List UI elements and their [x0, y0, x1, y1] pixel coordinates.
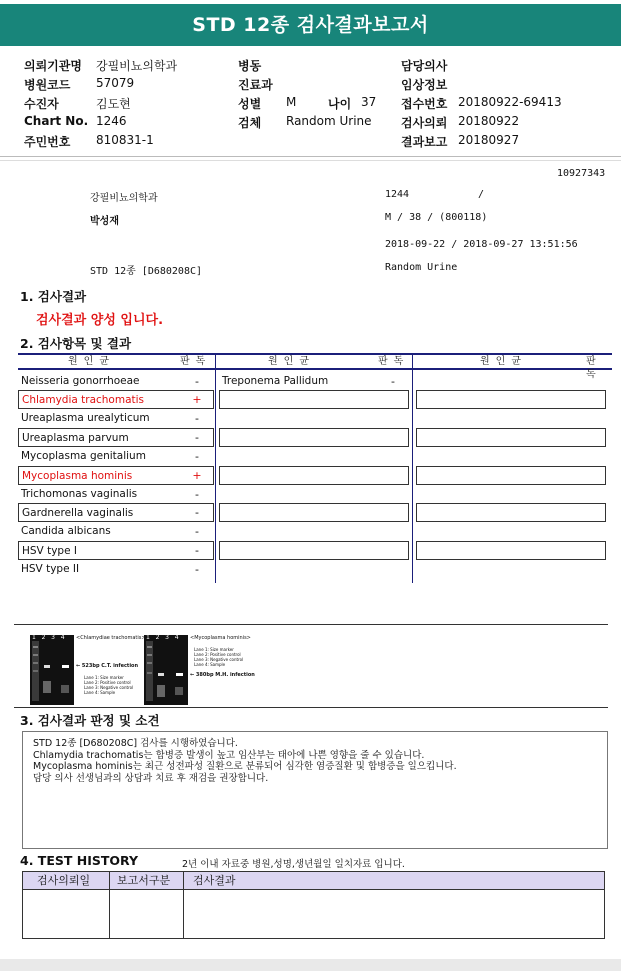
result-row: [18, 466, 214, 485]
receipt-no-label: 접수번호: [401, 97, 448, 111]
result-row: [18, 560, 214, 579]
mh-lane-legend: Lane 1: Size marker Lane 2: Positive control Lane 3: Negative control Lane 4: Sample: [194, 647, 244, 667]
sex-value: M: [286, 95, 297, 109]
requesting-org-value: 강필비뇨의학과: [96, 59, 178, 73]
resident-no-label: 주민번호: [24, 135, 71, 149]
header-col1-values: [96, 57, 177, 152]
history-table-header: [23, 872, 604, 890]
result-row: [18, 372, 214, 391]
positive-result-message: 검사결과 양성 입니다.: [36, 313, 164, 328]
empty-result-cell: [219, 428, 409, 447]
request-date-value: 20180922: [458, 114, 520, 128]
age-value: 37: [361, 95, 377, 109]
sex-label: 성별: [238, 97, 262, 111]
section4-title: 4. TEST HISTORY: [20, 853, 139, 868]
doc-number: 10927343: [557, 168, 606, 179]
col2-result-header: 판독: [378, 356, 410, 367]
empty-result-cell: [219, 390, 409, 409]
header-col3: [401, 57, 447, 152]
history-col-divider: [109, 872, 110, 938]
specimen-value: Random Urine: [286, 114, 372, 128]
examinee-label: 수진자: [24, 97, 59, 111]
header-col2: [238, 57, 398, 133]
mh-gel-title: <Mycoplasma hominis>: [190, 635, 251, 641]
organism-name: Chlamydia trachomatis: [22, 394, 145, 406]
col1-result-header: 판독: [180, 356, 212, 367]
organism-name: Ureaplasma urealyticum: [21, 412, 150, 424]
organism-name: Trichomonas vaginalis: [21, 488, 138, 500]
organism-name: Mycoplasma genitalium: [21, 450, 146, 462]
report-code: 1244: [385, 189, 410, 200]
report-date-value: 20180927: [458, 133, 520, 147]
result-row: [18, 522, 214, 541]
chart-no-value: 1246: [96, 114, 127, 128]
section1-title: 1. 검사결과: [20, 289, 87, 304]
history-col-request-date: 검사의뢰일: [37, 874, 91, 887]
empty-result-cell: [416, 503, 606, 522]
empty-result-cell: [416, 541, 606, 560]
hospital-code-value: 57079: [96, 76, 135, 90]
hospital-code-label: 병원코드: [24, 78, 71, 92]
header-col1: [24, 57, 88, 152]
organism-name: Mycoplasma hominis: [22, 470, 133, 482]
result-mark: +: [192, 393, 202, 406]
col3-result-header: 판독: [586, 356, 602, 380]
footer-strip: [0, 959, 621, 971]
report-title: STD 12종 검사결과보고서: [0, 4, 621, 46]
organism-name: Neisseria gonorrhoeae: [21, 375, 140, 387]
result-mark: -: [391, 375, 395, 388]
ct-lane-legend: Lane 1: Size marker Lane 2: Positive control Lane 3: Negative control Lane 4: Sample: [84, 675, 134, 695]
mh-lane-labels: 1 2 3 4: [146, 634, 179, 641]
header-divider-secondary: [0, 160, 621, 161]
result-mark: -: [195, 431, 199, 444]
result-row: [18, 447, 214, 466]
report-date-label: 결과보고: [401, 135, 448, 149]
ward-label: 병동: [238, 59, 262, 73]
result-row: [219, 372, 409, 391]
test-history-table: [22, 871, 605, 939]
result-row: [18, 541, 214, 560]
section2-title: 2. 검사항목 및 결과: [20, 336, 132, 351]
result-mark: -: [195, 375, 199, 388]
col1-organism-header: 원인균: [68, 356, 115, 367]
specimen-label: 검체: [238, 116, 262, 130]
history-col-report-type: 보고서구분: [117, 874, 171, 887]
column-divider-1: [215, 353, 216, 583]
age-label: 나이: [328, 97, 352, 111]
section3-title: 3. 검사결과 판정 및 소견: [20, 713, 160, 728]
result-mark: -: [195, 563, 199, 576]
receipt-no-value: 20180922-69413: [458, 95, 562, 109]
report-sex-age: M / 38 / (800118): [385, 212, 488, 223]
col3-organism-header: 원인균: [480, 356, 527, 367]
result-row: [18, 390, 214, 409]
empty-result-cell: [219, 466, 409, 485]
organism-name: HSV type I: [22, 545, 77, 557]
report-hospital: 강필비뇨의학과: [90, 193, 158, 204]
header-col3-values: [458, 57, 562, 152]
result-mark: -: [195, 450, 199, 463]
column-divider-2: [412, 353, 413, 583]
report-specimen: Random Urine: [385, 262, 458, 273]
result-mark: -: [195, 544, 199, 557]
organism-name: Candida albicans: [21, 525, 111, 537]
result-mark: -: [195, 506, 199, 519]
clinical-info-value: [458, 76, 562, 95]
history-col-divider: [183, 872, 184, 938]
opinion-line: Chlamydia trachomatis는 합병증 발생이 높고 임산부는 태아에 나쁜 영향을 줄 수 있습니다.: [33, 749, 425, 761]
report-date-range: 2018-09-22 / 2018-09-27 13:51:56: [385, 239, 578, 250]
opinion-line: 담당 의사 선생님과의 상담과 치료 후 재검을 권장합니다.: [33, 772, 269, 784]
organism-name: Treponema Pallidum: [222, 375, 329, 387]
result-row: [18, 428, 214, 447]
dept-label: 진료과: [238, 78, 273, 92]
requesting-org-label: 의뢰기관명: [24, 59, 82, 73]
doctor-label: 담당의사: [401, 59, 448, 73]
gel-electrophoresis-panel: [14, 624, 608, 708]
result-mark: +: [192, 469, 202, 482]
empty-result-cell: [219, 541, 409, 560]
request-date-label: 검사의뢰: [401, 116, 448, 130]
opinion-text-box: [22, 731, 608, 849]
empty-result-cell: [416, 466, 606, 485]
ct-band-label: ← 523bp C.T. infection: [76, 663, 139, 669]
col2-organism-header: 원인균: [268, 356, 315, 367]
empty-result-cell: [416, 390, 606, 409]
organism-name: HSV type II: [21, 563, 80, 575]
result-mark: -: [195, 525, 199, 538]
empty-result-cell: [416, 428, 606, 447]
history-col-result: 검사결과: [193, 874, 236, 887]
report-test-code: STD 12종 [D680208C]: [90, 266, 203, 277]
organism-name: Ureaplasma parvum: [22, 432, 129, 444]
result-row: [18, 503, 214, 522]
chart-no-label: Chart No.: [24, 114, 89, 128]
report-code-slash: /: [478, 189, 485, 200]
report-patient-name: 박성재: [90, 216, 119, 227]
mh-band-label: ← 380bp M.H. infection: [190, 672, 255, 678]
results-table-header: [18, 353, 612, 380]
opinion-line: STD 12종 [D680208C] 검사를 시행하였습니다.: [33, 738, 238, 749]
ct-lane-labels: 1 2 3 4: [32, 634, 65, 641]
opinion-line: Mycoplasma hominis는 최근 성전파성 질환으로 분류되어 심각한 염증질환 및 합병증을 일으킵니다.: [33, 761, 457, 772]
result-mark: -: [195, 412, 199, 425]
result-row: [18, 485, 214, 504]
resident-no-value: 810831-1: [96, 133, 154, 147]
clinical-info-label: 임상정보: [401, 78, 448, 92]
result-mark: -: [195, 488, 199, 501]
result-row: [18, 409, 214, 428]
examinee-value: 김도현: [96, 97, 131, 111]
ct-gel-title: <Chlamydiae trachomatis>: [76, 635, 146, 641]
empty-result-cell: [219, 503, 409, 522]
history-note: 2년 이내 자료중 병원,성명,생년월일 일치자료 입니다.: [182, 859, 405, 870]
header-divider: [0, 156, 621, 157]
doctor-value: [458, 57, 562, 76]
organism-name: Gardnerella vaginalis: [22, 507, 134, 519]
